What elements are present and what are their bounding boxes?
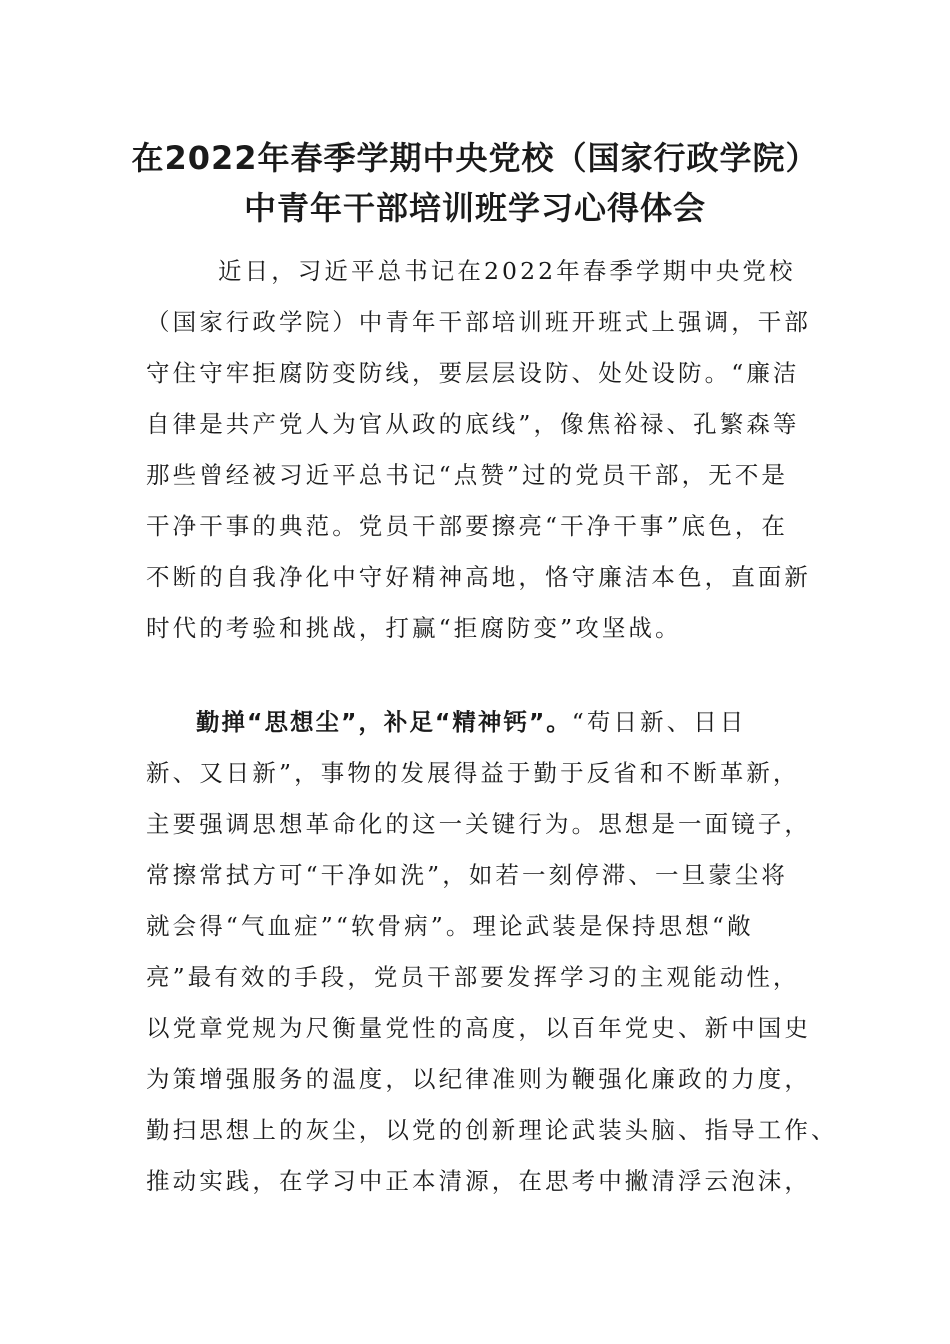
paragraph-line: 常擦常拭方可“干净如洗”，如若一刻停滞、一旦蒙尘将 — [146, 861, 789, 889]
paragraph-line: 时代的考验和挑战，打赢“拒腐防变”攻坚战。 — [146, 614, 682, 642]
document-title-line-1: 在2022年春季学期中央党校（国家行政学院） — [131, 139, 819, 177]
paragraph-line: 近日，习近平总书记在2022年春季学期中央党校 — [218, 257, 796, 285]
paragraph-section-1 — [146, 697, 838, 1207]
paragraph-line: 自律是共产党人为官从政的底线”，像焦裕禄、孔繁森等 — [146, 410, 800, 438]
paragraph-intro — [146, 246, 811, 654]
paragraph-line: 主要强调思想革命化的这一关键行为。思想是一面镜子， — [146, 810, 811, 838]
paragraph-line: 以党章党规为尺衡量党性的高度，以百年党史、新中国史 — [146, 1014, 811, 1042]
section-heading: 勤掸“思想尘”，补足“精神钙”。 — [196, 708, 572, 736]
paragraph-line: 新、又日新”，事物的发展得益于勤于反省和不断革新， — [146, 759, 800, 787]
document-title-line-2: 中青年干部培训班学习心得体会 — [243, 189, 706, 227]
paragraph-line: 为策增强服务的温度，以纪律准则为鞭强化廉政的力度， — [146, 1065, 811, 1093]
paragraph-line: （国家行政学院）中青年干部培训班开班式上强调，干部 — [146, 308, 811, 336]
paragraph-line: 那些曾经被习近平总书记“点赞”过的党员干部，无不是 — [146, 461, 789, 489]
paragraph-line: 守住守牢拒腐防变防线，要层层设防、处处设防。“廉洁 — [146, 359, 800, 387]
paragraph-line-text: “苟日新、日日 — [571, 708, 747, 736]
paragraph-line: 勤扫思想上的灰尘，以党的创新理论武装头脑、指导工作、 — [146, 1116, 838, 1144]
paragraph-line — [146, 697, 806, 748]
paragraph-line: 推动实践，在学习中正本清源，在思考中撇清浮云泡沫， — [146, 1167, 811, 1195]
paragraph-line: 就会得“气血症”“软骨病”。理论武装是保持思想“敞 — [146, 912, 754, 940]
paragraph-line: 亮”最有效的手段，党员干部要发挥学习的主观能动性， — [146, 963, 800, 991]
paragraph-line: 干净干事的典范。党员干部要擦亮“干净干事”底色，在 — [146, 512, 789, 540]
paragraph-line: 不断的自我净化中守好精神高地，恪守廉洁本色，直面新 — [146, 563, 811, 591]
